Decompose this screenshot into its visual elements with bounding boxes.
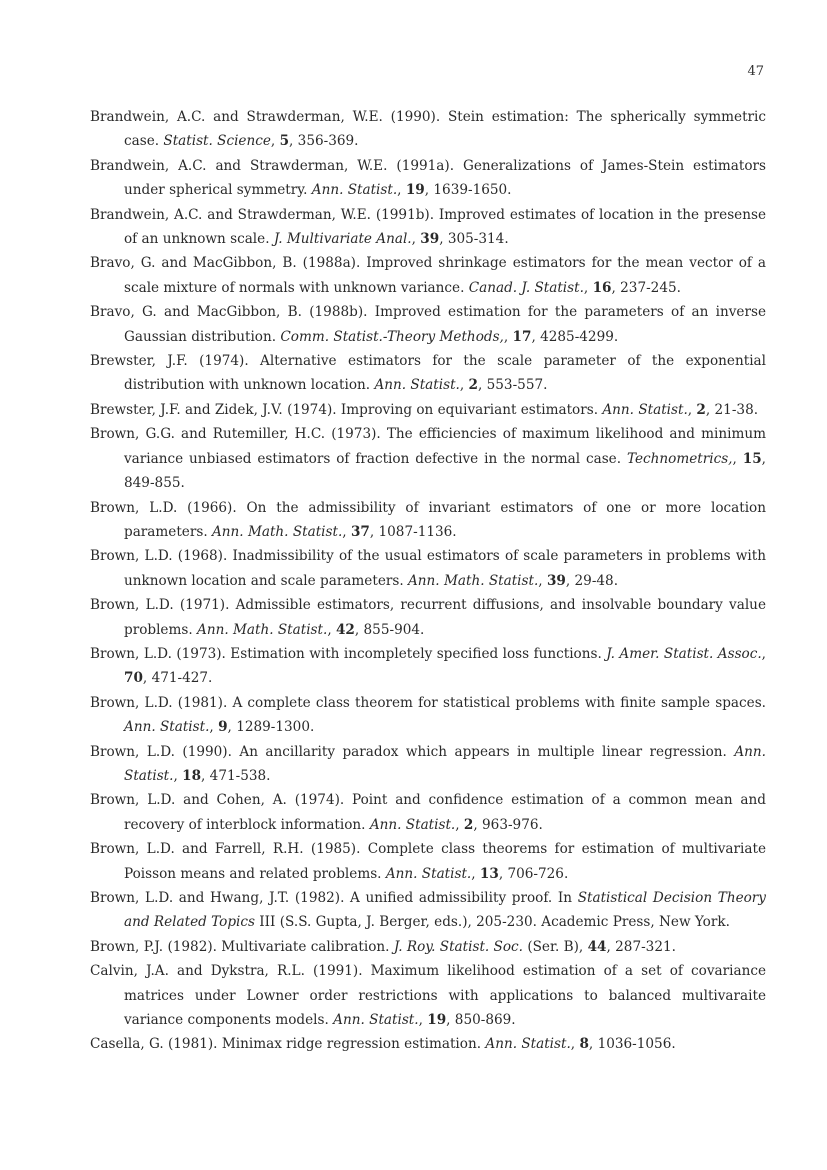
reference-pages: , 1036-1056. [588, 1036, 676, 1053]
reference-pages: , 305-314. [439, 231, 509, 248]
reference-pages: , 1639-1650. [424, 182, 512, 199]
reference-entry: Brown, L.D. (1981). A complete class theorem for statistical problems with finite sample spaces. Ann. Statist., 9, 1289-1300. [90, 694, 766, 736]
reference-authors: Brown, L.D. (1990). An ancillarity paradox which appears in multiple linear regression. [90, 743, 735, 760]
reference-entry: Brandwein, A.C. and Strawderman, W.E. (1991b). Improved estimates of location in the presense of an unknown scale. J. Multivariate Anal., 39, 305-314. [90, 206, 766, 248]
reference-authors: Brewster, J.F. (1974). Alternative estimators for the scale parameter of the exponential distribution with unknown location. [90, 353, 766, 394]
reference-entry: Calvin, J.A. and Dykstra, R.L. (1991). Maximum likelihood estimation of a set of covariance matrices under Lowner order restrictions with applications to balanced multivaraite variance components models. Ann. Statist., 19, 850-869. [90, 963, 766, 1029]
reference-entry: Brandwein, A.C. and Strawderman, W.E. (1990). Stein estimation: The spherically symmetric case. Statist. Science, 5, 356-369. [90, 109, 766, 150]
reference-authors: Brown, L.D. (1968). Inadmissibility of the usual estimators of scale parameters in problems with unknown location and scale parameters. [90, 548, 766, 589]
reference-entry: Brown, G.G. and Rutemiller, H.C. (1973). The efficiencies of maximum likelihood and minimum variance unbiased estimators of fraction defective in the normal case. Technometrics,, 15, 849-855. [90, 426, 766, 492]
reference-authors: Brown, L.D. and Hwang, J.T. (1982). A unified admissibility proof. In [90, 890, 578, 906]
reference-pages: , 21-38. [705, 401, 759, 418]
reference-volume: 2 [696, 401, 706, 418]
reference-volume: 17 [512, 328, 532, 345]
reference-authors: Brown, L.D. and Cohen, A. (1974). Point and confidence estimation of a common mean and recovery of interblock information. [90, 792, 766, 833]
reference-authors: Brandwein, A.C. and Strawderman, W.E. (1991b). Improved estimates of location in the presense of an unknown scale. [90, 206, 766, 248]
reference-journal: Ann. Math. Statist. [197, 621, 328, 638]
reference-journal: Ann. Statist. [369, 816, 456, 833]
reference-pages: , 287-321. [606, 938, 676, 955]
reference-volume: 70 [124, 670, 143, 687]
reference-authors: Brown, L.D. (1966). On the admissibility of invariant estimators of one or more location parameters. [90, 499, 766, 540]
reference-journal: J. Amer. Statist. Assoc. [606, 645, 762, 662]
reference-journal: Comm. Statist.-Theory Methods, [280, 328, 504, 345]
reference-pages: , 4285-4299. [531, 328, 619, 345]
reference-volume: 9 [218, 719, 228, 736]
reference-entry: Brown, L.D. (1990). An ancillarity paradox which appears in multiple linear regression. Ann. Statist., 18, 471-538. [90, 743, 766, 784]
reference-volume: 16 [592, 279, 612, 296]
reference-pages: , 706-726. [498, 865, 569, 882]
reference-journal: Statist. Science [163, 133, 271, 150]
reference-authors: Brown, L.D. (1973). Estimation with incompletely specified loss functions. [90, 645, 607, 662]
reference-volume: 2 [468, 377, 478, 394]
reference-entry: Bravo, G. and MacGibbon, B. (1988b). Improved estimation for the parameters of an inverse Gaussian distribution. Comm. Statist.-Theory Methods,, 17, 4285-4299. [90, 304, 766, 345]
reference-entry: Brown, L.D. and Farrell, R.H. (1985). Complete class theorems for estimation of multivariate Poisson means and related problems. Ann. Statist., 13, 706-726. [90, 841, 766, 882]
reference-entry: Casella, G. (1981). Minimax ridge regression estimation. Ann. Statist., 8, 1036-1056. [90, 1036, 676, 1053]
reference-journal: Ann. Math. Statist. [211, 523, 343, 540]
reference-pages: , 237-245. [611, 279, 681, 296]
reference-pages: , 849-855. [124, 450, 766, 492]
reference-volume: 15 [742, 450, 762, 467]
reference-entry: Brewster, J.F. and Zidek, J.V. (1974). Improving on equivariant estimators. Ann. Statist., 2, 21-38. [90, 401, 759, 418]
reference-pages: , 471-427. [142, 670, 213, 687]
reference-volume: 42 [335, 621, 355, 638]
reference-authors: Brown, G.G. and Rutemiller, H.C. (1973). The efficiencies of maximum likelihood and minimum variance unbiased estimators of fraction defective in the normal case. [90, 426, 766, 467]
reference-journal: Canad. J. Statist. [468, 279, 584, 296]
reference-volume: 5 [279, 133, 290, 150]
reference-authors: Brown, P.J. (1982). Multivariate calibration. [90, 938, 394, 955]
reference-entry: Brown, L.D. (1966). On the admissibility of invariant estimators of one or more location parameters. Ann. Math. Statist., 37, 1087-1136. [90, 499, 766, 540]
reference-series: (Ser. B), [523, 938, 588, 955]
reference-volume: 19 [427, 1012, 447, 1029]
reference-volume: 18 [182, 767, 202, 784]
reference-journal: Technometrics, [626, 450, 733, 467]
reference-authors: Casella, G. (1981). Minimax ridge regression estimation. [90, 1036, 486, 1053]
reference-journal: J. Multivariate Anal. [273, 231, 412, 248]
reference-volume: 37 [350, 523, 370, 540]
reference-authors: Brown, L.D. and Farrell, R.H. (1985). Complete class theorems for estimation of multivariate Poisson means and related problems. [90, 841, 766, 882]
reference-authors: Brandwein, A.C. and Strawderman, W.E. (1990). Stein estimation: The spherically symmetric case. [90, 109, 766, 150]
reference-pages: III (S.S. Gupta, J. Berger, eds.), 205-230. Academic Press, New York. [254, 914, 730, 931]
reference-authors: Brown, L.D. (1971). Admissible estimators, recurrent diffusions, and insolvable boundary value problems. [90, 597, 766, 638]
reference-volume: 39 [546, 572, 566, 589]
reference-journal: Ann. Statist. [124, 743, 766, 784]
reference-volume: 19 [405, 182, 425, 199]
reference-pages: , 850-869. [446, 1012, 516, 1029]
reference-entry: Brandwein, A.C. and Strawderman, W.E. (1991a). Generalizations of James-Stein estimators under spherical symmetry. Ann. Statist., 19, 1639-1650. [90, 157, 766, 199]
reference-entry: Brown, L.D. and Cohen, A. (1974). Point and confidence estimation of a common mean and recovery of interblock information. Ann. Statist., 2, 963-976. [90, 792, 766, 833]
reference-journal: Ann. Statist. [385, 865, 472, 882]
reference-journal: Ann. Statist. [333, 1012, 419, 1029]
reference-journal: Ann. Math. Statist. [407, 572, 539, 589]
reference-pages: , 1289-1300. [227, 719, 315, 736]
reference-entry: Brewster, J.F. (1974). Alternative estimators for the scale parameter of the exponential distribution with unknown location. Ann. Statist., 2, 553-557. [90, 353, 766, 394]
reference-authors: Calvin, J.A. and Dykstra, R.L. (1991). Maximum likelihood estimation of a set of covariance matrices under Lowner order restrictions with applications to balanced multivaraite variance components models. [90, 963, 766, 1029]
reference-pages: , 553-557. [477, 377, 548, 394]
reference-entry: Brown, L.D. (1973). Estimation with incompletely specified loss functions. J. Amer. Statist. Assoc., 70, 471-427. [90, 645, 766, 687]
reference-authors: Brown, L.D. (1981). A complete class theorem for statistical problems with finite sample spaces. [90, 694, 766, 711]
reference-journal: Ann. Statist. [124, 719, 210, 736]
reference-entry: Brown, L.D. (1968). Inadmissibility of the usual estimators of scale parameters in problems with unknown location and scale parameters. Ann. Math. Statist., 39, 29-48. [90, 548, 766, 589]
reference-journal: Ann. Statist. [311, 182, 398, 199]
reference-authors: Brewster, J.F. and Zidek, J.V. (1974). Improving on equivariant estimators. [90, 401, 603, 418]
reference-pages: , 963-976. [473, 816, 543, 833]
reference-pages: , 1087-1136. [369, 523, 457, 540]
reference-entry: Bravo, G. and MacGibbon, B. (1988a). Improved shrinkage estimators for the mean vector of a scale mixture of normals with unknown variance. Canad. J. Statist., 16, 237-245. [90, 255, 766, 296]
reference-pages: , 471-538. [201, 767, 271, 784]
reference-entry: Brown, L.D. (1971). Admissible estimators, recurrent diffusions, and insolvable boundary value problems. Ann. Math. Statist., 42, 855-904. [90, 597, 766, 638]
reference-list [90, 105, 766, 1057]
reference-authors: Bravo, G. and MacGibbon, B. (1988a). Improved shrinkage estimators for the mean vector of a scale mixture of normals with unknown variance. [90, 255, 766, 296]
reference-authors: Bravo, G. and MacGibbon, B. (1988b). Improved estimation for the parameters of an inverse Gaussian distribution. [90, 304, 766, 345]
reference-entry [90, 935, 766, 959]
page-number: 47 [747, 64, 764, 79]
reference-pages: , 855-904. [354, 621, 425, 638]
reference-volume: 8 [579, 1036, 589, 1053]
reference-volume: 2 [463, 816, 474, 833]
reference-volume: 39 [420, 231, 440, 248]
reference-volume: 44 [587, 938, 607, 955]
reference-journal: Ann. Statist. [485, 1036, 571, 1053]
reference-journal: Ann. Statist. [374, 377, 460, 394]
reference-volume: 13 [479, 865, 499, 882]
reference-journal: Statistical Decision Theory and Related Topics [124, 890, 766, 931]
reference-pages: , 356-369. [289, 133, 359, 150]
reference-entry [90, 886, 766, 935]
reference-pages: , 29-48. [565, 572, 619, 589]
reference-journal: Ann. Statist. [602, 401, 688, 418]
reference-authors: Brandwein, A.C. and Strawderman, W.E. (1991a). Generalizations of James-Stein estimators under spherical symmetry. [90, 157, 766, 199]
reference-journal: J. Roy. Statist. Soc. [393, 938, 523, 955]
